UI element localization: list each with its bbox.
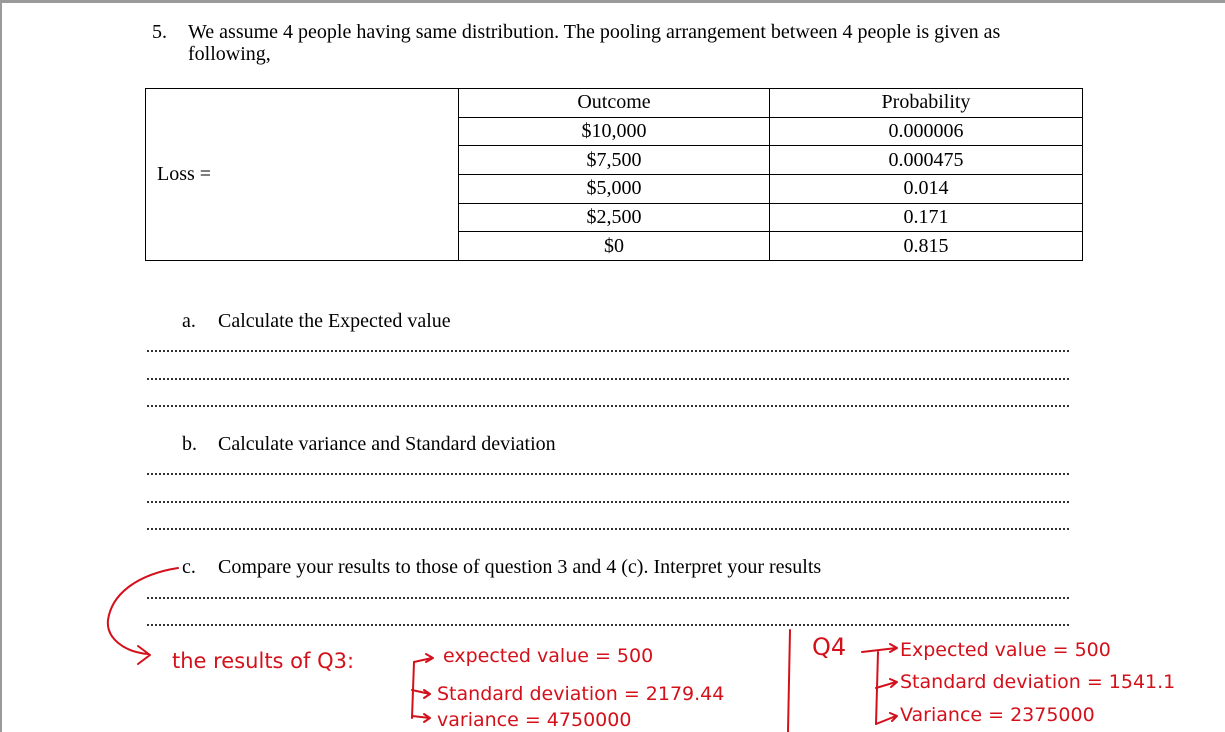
q4-variance: Variance = 2375000 [900, 704, 1095, 726]
q4-arrow-stroke [876, 679, 897, 688]
q3-variance: variance = 4750000 [437, 709, 632, 731]
q3-label: the results of Q3: [172, 649, 355, 673]
q4-standard-deviation: Standard deviation = 1541.1 [900, 671, 1176, 693]
probability-cell: 0.014 [770, 174, 1083, 203]
probability-cell: 0.000475 [770, 146, 1083, 175]
q4-label: Q4 [812, 633, 847, 661]
header-outcome: Outcome [459, 89, 770, 118]
outcome-cell: $5,000 [459, 174, 770, 203]
outcome-cell: $10,000 [459, 117, 770, 146]
q4-arrow-stroke [876, 713, 897, 724]
probability-cell: 0.000006 [770, 117, 1083, 146]
q3-arrow-stroke [414, 654, 433, 662]
probability-cell: 0.171 [770, 203, 1083, 232]
loss-label: Loss = [146, 89, 459, 261]
q3-arrow-stroke [412, 714, 430, 722]
outcome-cell: $7,500 [459, 146, 770, 175]
part-a-text: Calculate the Expected value [218, 310, 451, 332]
arrowhead-stroke [138, 646, 150, 664]
part-b-text: Calculate variance and Standard deviation [218, 433, 556, 455]
part-b-label: b. [182, 433, 197, 455]
q3-expected-value: expected value = 500 [443, 645, 654, 667]
part-c-text: Compare your results to those of question 3 and 4 (c). Interpret your results [218, 556, 822, 578]
part-a-label: a. [182, 310, 196, 332]
curved-arrow-stroke [108, 568, 178, 654]
q4-expected-value: Expected value = 500 [900, 639, 1111, 661]
outcome-cell: $2,500 [459, 203, 770, 232]
q3-arrow-stroke [412, 690, 430, 698]
q4-arrow-stroke [862, 644, 897, 652]
q3-standard-deviation: Standard deviation = 2179.44 [437, 683, 725, 705]
question-number: 5. [152, 21, 167, 43]
question-text: We assume 4 people having same distribution. The pooling arrangement between 4 people is given as following, [188, 21, 1001, 65]
outcome-cell: $0 [459, 232, 770, 261]
part-c-label: c. [182, 556, 196, 578]
header-probability: Probability [770, 89, 1083, 118]
probability-cell: 0.815 [770, 232, 1083, 261]
divider-stroke [788, 630, 790, 732]
